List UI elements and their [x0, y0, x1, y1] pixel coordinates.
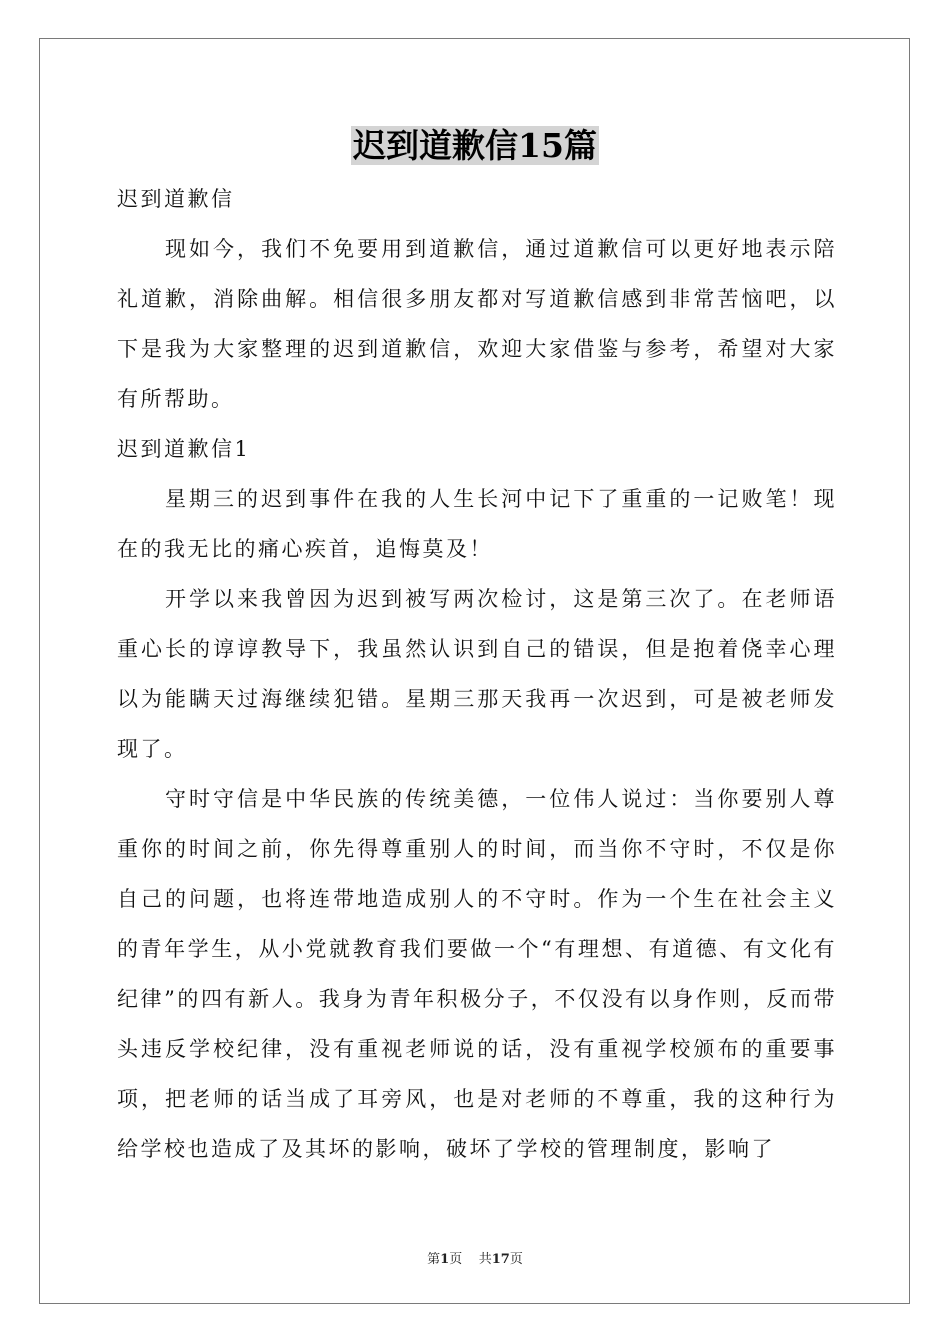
body-paragraph: 现如今，我们不免要用到道歉信，通过道歉信可以更好地表示陪礼道歉，消除曲解。相信很多朋友都对写道歉信感到非常苦恼吧，以下是我为大家整理的迟到道歉信，欢迎大家借鉴与参考，希望对大家有所帮助。 — [117, 237, 837, 411]
page-number: 1 — [440, 1252, 450, 1267]
section-heading: 迟到道歉信1 — [117, 437, 251, 461]
document-title-text: 迟到道歉信15篇 — [353, 126, 597, 165]
document-body — [117, 174, 837, 1174]
body-paragraph: 守时守信是中华民族的传统美德，一位伟人说过：当你要别人尊重你的时间之前，你先得尊重别人的时间，而当你不守时，不仅是你自己的问题，也将连带地造成别人的不守时。作为一个生在社会主义的青年学生，从小党就教育我们要做一个“有理想、有道德、有文化有纪律”的四有新人。我身为青年积极分子，不仅没有以身作则，反而带头违反学校纪律，没有重视老师说的话，没有重视学校颁布的重要事项，把老师的话当成了耳旁风，也是对老师的不尊重，我的这种行为给学校也造成了及其坏的影响，破坏了学校的管理制度，影响了 — [117, 787, 837, 1161]
total-pages: 17 — [491, 1252, 510, 1267]
body-paragraph: 星期三的迟到事件在我的人生长河中记下了重重的一记败笔！现在的我无比的痛心疾首，追悔莫及！ — [117, 487, 837, 561]
document-title — [0, 124, 950, 168]
page-footer — [0, 1248, 950, 1267]
section-heading: 迟到道歉信 — [117, 187, 235, 211]
body-paragraph: 开学以来我曾因为迟到被写两次检讨，这是第三次了。在老师语重心长的谆谆教导下，我虽然认识到自己的错误，但是抱着侥幸心理以为能瞒天过海继续犯错。星期三那天我再一次迟到，可是被老师发现了。 — [117, 587, 837, 761]
total-prefix: 共 — [478, 1252, 492, 1267]
total-suffix: 页 — [509, 1252, 523, 1267]
page-suffix: 页 — [449, 1252, 463, 1267]
page-prefix: 第 — [427, 1252, 441, 1267]
